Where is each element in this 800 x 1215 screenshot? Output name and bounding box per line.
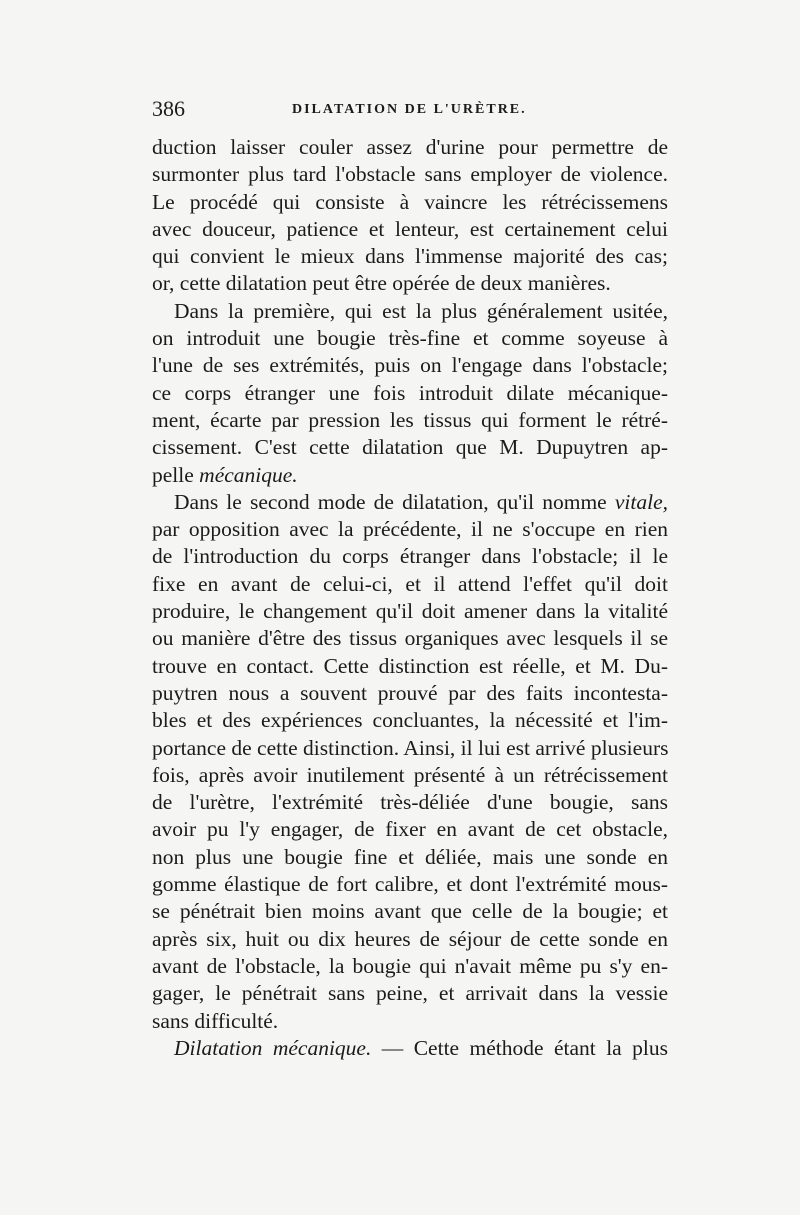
- text-run: bles et des expériences concluantes, la nécessité et l'im-: [152, 708, 668, 733]
- text-line: [152, 926, 668, 953]
- text-run: avant de l'obstacle, la bougie qui n'avait même pu s'y en-: [152, 953, 668, 978]
- text-line: [152, 216, 668, 243]
- body-text: [152, 134, 668, 1062]
- text-run: de l'introduction du corps étranger dans l'obstacle; il le: [152, 544, 668, 569]
- text-line: [152, 598, 668, 625]
- text-line: [152, 516, 668, 543]
- text-run: ou manière d'être des tissus organiques avec lesquels il se: [152, 626, 668, 651]
- text-run: duction laisser couler assez d'urine pour permettre de: [152, 135, 668, 159]
- text-line: [152, 844, 668, 871]
- text-line: [152, 707, 668, 734]
- text-run: trouve en contact. Cette distinction est réelle, et M. Du-: [152, 653, 668, 678]
- text-line: [152, 953, 668, 980]
- text-line: [152, 625, 668, 652]
- text-run: on introduit une bougie très-fine et comme soyeuse à: [152, 326, 668, 351]
- text-run: fois, après avoir inutilement présenté à un rétrécissement: [152, 762, 668, 787]
- text-line: [152, 298, 668, 325]
- text-run: l'une de ses extrémités, puis on l'engage dans l'obstacle;: [152, 353, 668, 378]
- text-run: sans difficulté.: [152, 1008, 279, 1033]
- text-run: puytren nous a souvent prouvé par des faits incontesta-: [152, 680, 668, 705]
- text-run: pelle: [152, 462, 200, 487]
- text-run: Le procédé qui consiste à vaincre les rétrécissemens: [152, 189, 668, 214]
- text-run: surmonter plus tard l'obstacle sans employer de violence.: [152, 162, 668, 187]
- text-run: avoir pu l'y engager, de fixer en avant de cet obstacle,: [152, 817, 668, 842]
- text-run: se pénétrait bien moins avant que celle de la bougie; et: [152, 899, 668, 924]
- text-line: [152, 1008, 668, 1035]
- text-line: [152, 325, 668, 352]
- text-line: [152, 680, 668, 707]
- text-line: [152, 1035, 668, 1062]
- text-run: Dans le second mode de dilatation, qu'il nomme: [174, 489, 615, 514]
- text-line: [152, 407, 668, 434]
- text-run: or, cette dilatation peut être opérée de deux manières.: [152, 271, 611, 296]
- italic-run: Dilatation mécanique.: [174, 1035, 372, 1060]
- text-line: [152, 735, 668, 762]
- running-head: DILATATION DE L'URÈTRE.: [292, 102, 527, 117]
- text-line: [152, 871, 668, 898]
- text-run: gager, le pénétrait sans peine, et arrivait dans la vessie: [152, 981, 668, 1006]
- text-run: Dans la première, qui est la plus généralement usitée,: [174, 298, 668, 323]
- text-line: [152, 762, 668, 789]
- text-line: [152, 489, 668, 516]
- text-run: ce corps étranger une fois introduit dilate mécanique-: [152, 380, 668, 405]
- text-run: cissement. C'est cette dilatation que M. Dupuytren ap-: [152, 435, 668, 460]
- text-line: [152, 653, 668, 680]
- text-line: [152, 270, 668, 297]
- text-run: par opposition avec la précédente, il ne s'occupe en rien: [152, 517, 668, 542]
- text-line: [152, 434, 668, 461]
- page-header: [152, 92, 672, 126]
- text-run: gomme élastique de fort calibre, et dont l'extrémité mous-: [152, 872, 668, 897]
- text-line: [152, 161, 668, 188]
- text-run: non plus une bougie fine et déliée, mais une sonde en: [152, 844, 668, 869]
- text-line: [152, 189, 668, 216]
- text-line: [152, 243, 668, 270]
- italic-run: vitale,: [614, 489, 668, 514]
- text-run: qui convient le mieux dans l'immense majorité des cas;: [152, 244, 668, 269]
- text-line: [152, 134, 668, 161]
- text-run: portance de cette distinction. Ainsi, il lui est arrivé plusieurs: [152, 735, 669, 760]
- text-line: [152, 980, 668, 1007]
- text-line: [152, 380, 668, 407]
- text-run: fixe en avant de celui-ci, et il attend l'effet qu'il doit: [152, 571, 668, 596]
- text-run: après six, huit ou dix heures de séjour de cette sonde en: [152, 926, 668, 951]
- text-line: [152, 789, 668, 816]
- text-run: avec douceur, patience et lenteur, est certainement celui: [152, 216, 668, 241]
- text-line: [152, 543, 668, 570]
- page-number: 386: [152, 96, 185, 121]
- text-run: — Cette méthode étant la plus: [371, 1035, 668, 1060]
- text-run: produire, le changement qu'il doit amener dans la vitalité: [152, 599, 668, 624]
- text-line: [152, 352, 668, 379]
- text-run: ment, écarte par pression les tissus qui forment le rétré-: [152, 407, 668, 432]
- text-line: [152, 462, 668, 489]
- italic-run: mécanique.: [199, 462, 298, 487]
- text-line: [152, 816, 668, 843]
- text-line: [152, 571, 668, 598]
- text-line: [152, 898, 668, 925]
- text-run: de l'urètre, l'extrémité très-déliée d'une bougie, sans: [152, 790, 668, 815]
